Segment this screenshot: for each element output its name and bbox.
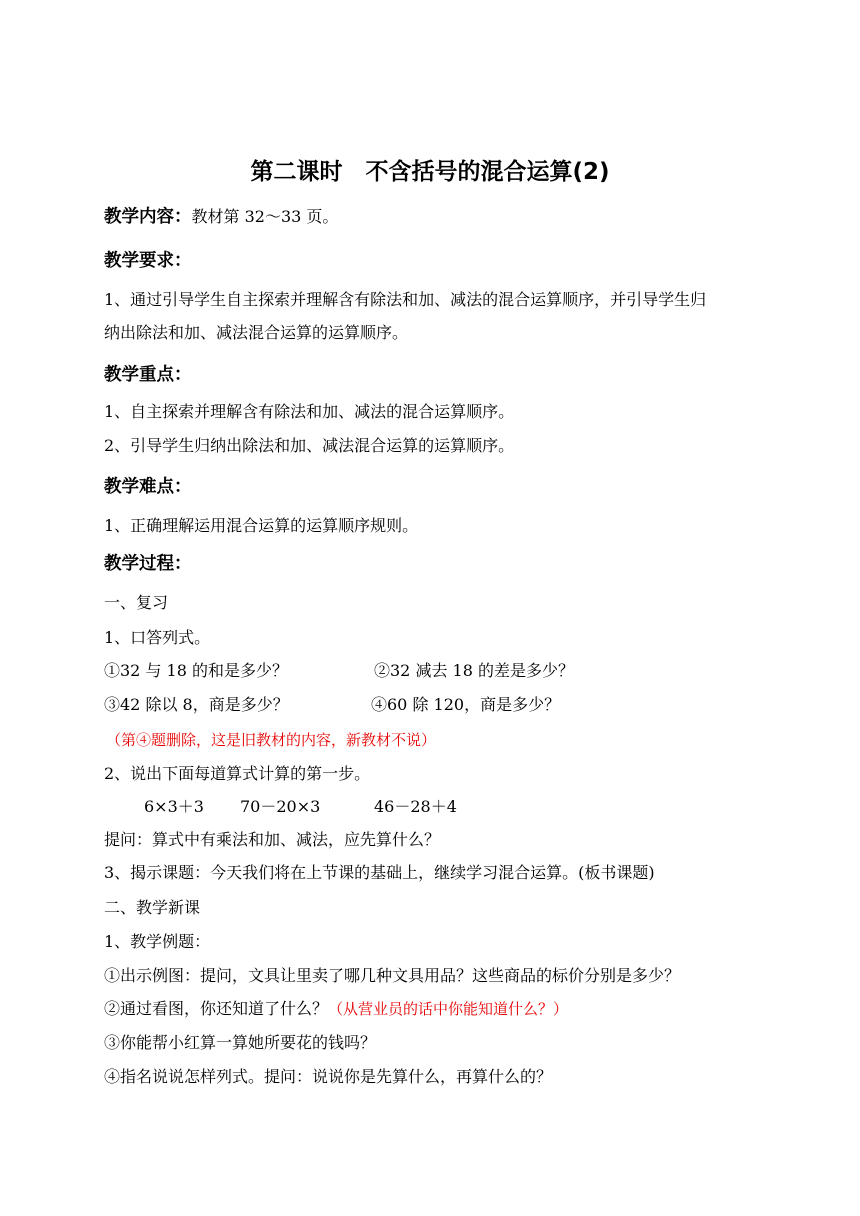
key-point-2: 2、引导学生归纳出除法和加、减法混合运算的运算顺序。 — [104, 436, 515, 455]
review-reveal: 3、揭示课题：今天我们将在上节课的基础上，继续学习混合运算。(板书课题) — [104, 863, 655, 882]
review-step-2: 2、说出下面每道算式计算的第一步。 — [104, 764, 371, 783]
review-note: （第④题删除，这是旧教材的内容，新教材不说） — [106, 731, 437, 749]
new-lesson-step-2-line — [104, 998, 568, 1020]
review-question-1: ①32 与 18 的和是多少？ — [104, 661, 288, 680]
content-text: 教材第 32～33 页。 — [191, 207, 339, 226]
difficulty-1: 1、正确理解运用混合运算的运算顺序规则。 — [104, 516, 419, 535]
content-label: 教学内容： — [104, 207, 192, 227]
requirements-line-2: 纳出除法和加、减法混合运算的运算顺序。 — [104, 323, 409, 342]
new-lesson-step-1: ①出示例图：提问，文具让里卖了哪几种文具用品？这些商品的标价分别是多少？ — [104, 966, 681, 985]
requirements-heading: 教学要求： — [104, 251, 192, 271]
formula-3: 46－28＋4 — [374, 797, 457, 816]
review-question-3: ③42 除以 8，商是多少？ — [104, 695, 289, 714]
new-lesson-step-3: ③你能帮小红算一算她所要花的钱吗？ — [104, 1033, 377, 1052]
page-title: 第二课时 不含括号的混合运算(2) — [250, 159, 610, 185]
new-lesson-step-4: ④指名说说怎样列式。提问：说说你是先算什么，再算什么的？ — [104, 1067, 553, 1086]
key-points-heading: 教学重点： — [104, 365, 192, 385]
new-lesson-step-2: ②通过看图，你还知道了什么？ — [104, 999, 329, 1018]
content-line — [104, 206, 338, 228]
difficulties-heading: 教学难点： — [104, 477, 192, 497]
review-ask: 提问：算式中有乘法和加、减法，应先算什么？ — [104, 830, 441, 849]
formula-2: 70－20×3 — [240, 797, 321, 816]
new-lesson-example: 1、教学例题： — [104, 932, 211, 951]
review-heading: 一、复习 — [104, 593, 169, 612]
new-lesson-heading: 二、教学新课 — [104, 898, 201, 917]
formula-1: 6×3＋3 — [144, 797, 204, 816]
review-question-2: ②32 减去 18 的差是多少？ — [374, 661, 574, 680]
new-lesson-step-2-note: （从营业员的话中你能知道什么？） — [328, 1000, 569, 1018]
process-heading: 教学过程： — [104, 554, 192, 574]
review-question-4: ④60 除 120，商是多少？ — [371, 695, 561, 714]
requirements-line-1: 1、通过引导学生自主探索并理解含有除法和加、减法的混合运算顺序，并引导学生归 — [104, 290, 707, 309]
review-oral: 1、口答列式。 — [104, 628, 211, 647]
key-point-1: 1、自主探索并理解含有除法和加、减法的混合运算顺序。 — [104, 402, 515, 421]
